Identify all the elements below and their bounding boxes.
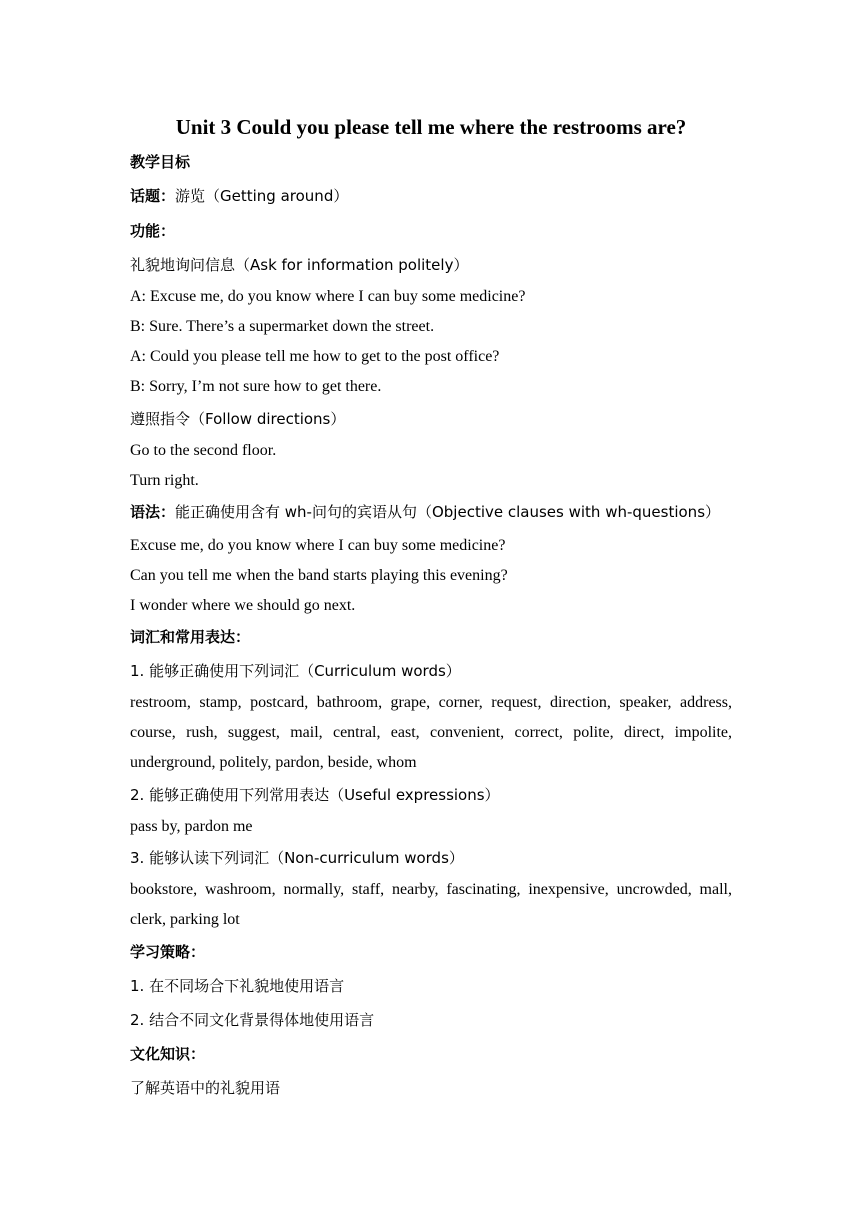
grammar-example: Can you tell me when the band starts playing this evening? — [130, 567, 508, 584]
vocab-3-title: 3. 能够认读下列词汇（Non-curriculum words） — [130, 849, 464, 867]
vocab-2-words: pass by, pardon me — [130, 818, 253, 835]
topic-label: 话题： — [130, 187, 176, 205]
function-1: 礼貌地询问信息（Ask for information politely） — [130, 256, 469, 274]
function-heading: 功能： — [130, 222, 176, 240]
vocab-3-words: bookstore, washroom, normally, staff, nearby, fascinating, inexpensive, uncrowded, mall, clerk, parking lot — [130, 881, 732, 928]
grammar-text: 能正确使用含有 wh-问句的宾语从句（Objective clauses with wh-questions） — [175, 503, 721, 521]
directions — [130, 441, 732, 491]
objectives-heading: 教学目标 — [130, 153, 191, 171]
grammar-line — [130, 502, 732, 523]
vocab-1-title: 1. 能够正确使用下列词汇（Curriculum words） — [130, 662, 461, 680]
direction-line: Go to the second floor. — [130, 442, 277, 459]
grammar-example: Excuse me, do you know where I can buy some medicine? — [130, 537, 506, 554]
function-2: 遵照指令（Follow directions） — [130, 410, 346, 428]
strategy-heading: 学习策略： — [130, 943, 206, 961]
culture-text: 了解英语中的礼貌用语 — [130, 1079, 281, 1097]
dialogue — [130, 287, 732, 397]
dialogue-line: B: Sorry, I’m not sure how to get there. — [130, 378, 382, 395]
dialogue-line: B: Sure. There’s a supermarket down the street. — [130, 318, 435, 335]
strategy-item: 2. 结合不同文化背景得体地使用语言 — [130, 1011, 375, 1029]
grammar-label: 语法： — [130, 503, 176, 521]
grammar-example: I wonder where we should go next. — [130, 597, 356, 614]
dialogue-line: A: Excuse me, do you know where I can buy some medicine? — [130, 288, 526, 305]
document-page — [130, 112, 732, 1098]
vocab-heading: 词汇和常用表达： — [130, 628, 251, 646]
document-title: Unit 3 Could you please tell me where the restrooms are? — [175, 115, 687, 139]
vocab-2-title: 2. 能够正确使用下列常用表达（Useful expressions） — [130, 786, 500, 804]
direction-line: Turn right. — [130, 472, 199, 489]
vocab-1-words: restroom, stamp, postcard, bathroom, grape, corner, request, direction, speaker, address, course, rush, suggest, mail, central, east, convenient, correct, polite, direct, impolite, underground, politely, pardon, beside, whom — [130, 694, 732, 771]
dialogue-line: A: Could you please tell me how to get to the post office? — [130, 348, 500, 365]
topic-line — [130, 186, 732, 207]
culture-heading: 文化知识： — [130, 1045, 206, 1063]
grammar-examples — [130, 536, 732, 616]
strategy-item: 1. 在不同场合下礼貌地使用语言 — [130, 977, 345, 995]
topic-text: 游览（Getting around） — [175, 187, 349, 205]
